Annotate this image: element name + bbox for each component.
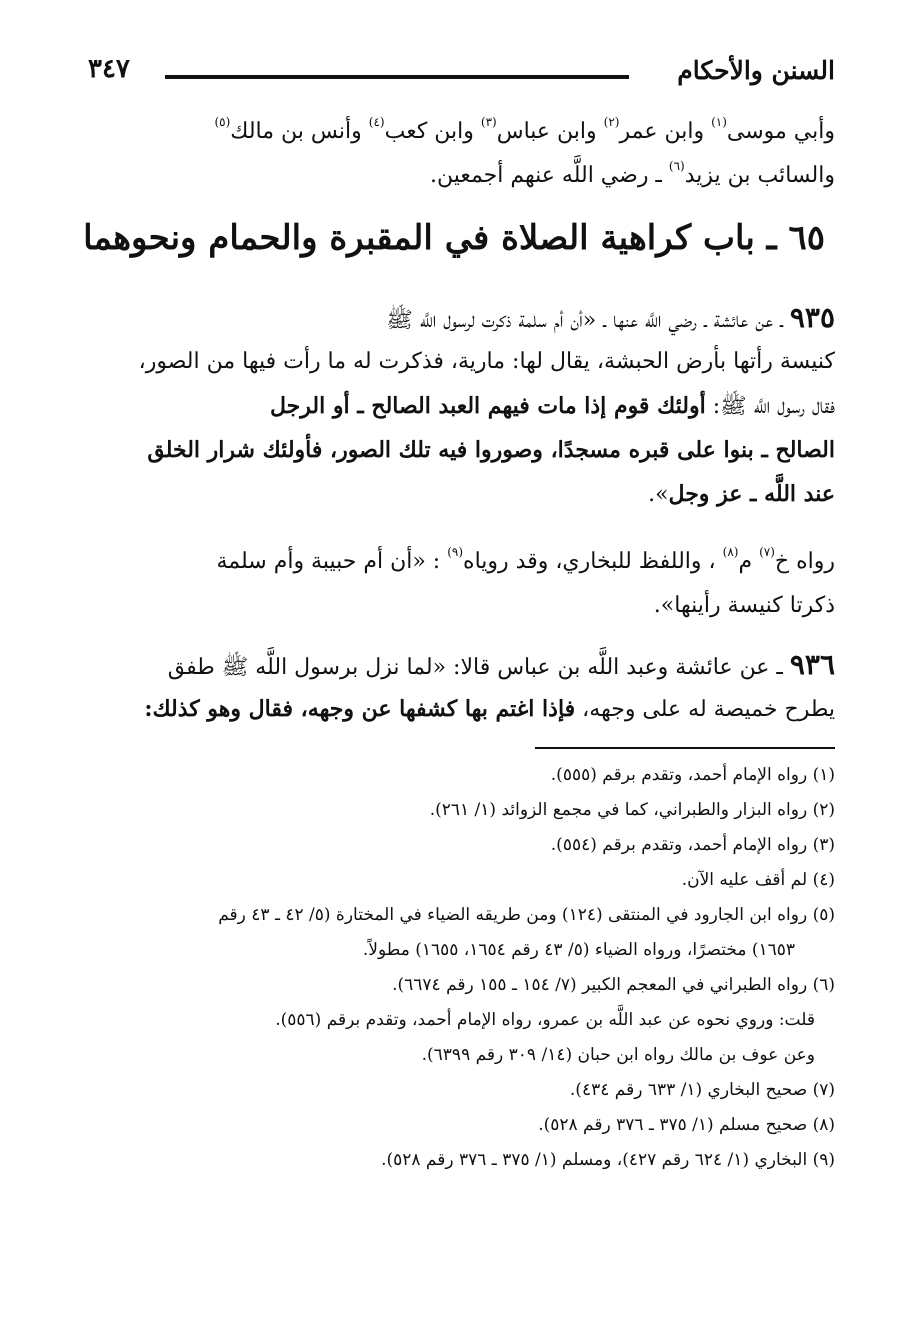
- footnote-ref[interactable]: (٤): [368, 115, 385, 129]
- footnote: (٦) رواه الطبراني في المعجم الكبير (٧/ ١٥٤ ـ ١٥٥ رقم ٦٦٧٤).: [392, 975, 835, 995]
- footnote-ref[interactable]: (٥): [214, 115, 231, 129]
- hadith-number: ٩٣٥: [789, 301, 835, 334]
- text-line: ٩٣٦ ـ عن عائشة وعبد اللَّه بن عباس قالا: «لما نزل برسول اللَّه ﷺ طفق: [167, 648, 835, 681]
- page-number: ٣٤٧: [88, 54, 130, 84]
- footnote-ref[interactable]: (٦): [668, 159, 685, 173]
- text-line: ذكرتا كنيسة رأينها».: [653, 593, 835, 618]
- text-line: وأبي موسى$^{(١)}$ وابن عمر$^{(٢)}$ وابن عباس$^{(٣)}$ وابن كعب$^{(٤)}$ وأنس بن مالك$^{(٥)}$: [214, 115, 835, 144]
- footnote: (١) رواه الإمام أحمد، وتقدم برقم (٥٥٥).: [550, 765, 835, 785]
- footnote-ref[interactable]: (١): [711, 115, 727, 129]
- footnote-ref[interactable]: (٩): [447, 545, 464, 559]
- hadith-935: [80, 296, 835, 516]
- running-title: السنن والأحكام: [677, 56, 835, 85]
- text-line: رواه خ$^{(٧)}$ م$^{(٨)}$ ، واللفظ للبخاري، وقد روياه$^{(٩)}$ : «أن أم حبيبة وأم سلمة: [216, 545, 835, 574]
- narration-paragraph: [80, 540, 835, 628]
- text-line: يطرح خميصة له على وجهه، فإذا اغتم بها كشفها عن وجهه، فقال وهو كذلك:: [144, 696, 835, 722]
- footnote: (٢) رواه البزار والطبراني، كما في مجمع الزوائد (١/ ٢٦١).: [429, 800, 835, 820]
- footnote-separator: [535, 747, 835, 749]
- footnote: (٤) لم أقف عليه الآن.: [681, 870, 835, 890]
- footnote-ref[interactable]: (٣): [480, 115, 497, 129]
- text-line: ٩٣٥ ـ عن عائشة ـ رضي اللَّه عنها ـ «أن أم سلمة ذكرت لرسول اللَّه ﷺ: [386, 301, 835, 334]
- text-line: عند اللَّه ـ عز وجل».: [648, 481, 835, 507]
- footnote-comment: قلت: وروي نحوه عن عبد اللَّه بن عمرو، رواه الإمام أحمد، وتقدم برقم (٥٥٦).: [275, 1010, 815, 1030]
- footnote: (٥) رواه ابن الجارود في المنتقى (١٢٤) ومن طريقه الضياء في المختارة (٥/ ٤٢ ـ ٤٣ رقم: [218, 905, 835, 925]
- footnote-comment: وعن عوف بن مالك رواه ابن حبان (١٤/ ٣٠٩ رقم ٦٣٩٩).: [421, 1045, 815, 1065]
- footnote-continuation: ١٦٥٣) مختصرًا، ورواه الضياء (٥/ ٤٣ رقم ١٦٥٤، ١٦٥٥) مطولاً.: [362, 940, 795, 960]
- footnote: (٩) البخاري (١/ ٦٢٤ رقم ٤٢٧)، ومسلم (١/ ٣٧٥ ـ ٣٧٦ رقم ٥٢٨).: [381, 1150, 835, 1170]
- hadith-number: ٩٣٦: [789, 648, 835, 681]
- footnote-ref[interactable]: (٢): [603, 115, 620, 129]
- text-line: الصالح ـ بنوا على قبره مسجدًا، وصوروا فيه تلك الصور، فأولئك شرار الخلق: [147, 437, 835, 463]
- chapter-title: ٦٥ ـ باب كراهية الصلاة في المقبرة والحمام ونحوهما: [83, 218, 825, 258]
- header-rule: [165, 75, 629, 79]
- footnote: (٨) صحيح مسلم (١/ ٣٧٥ ـ ٣٧٦ رقم ٥٢٨).: [538, 1115, 835, 1135]
- footnote: (٣) رواه الإمام أحمد، وتقدم برقم (٥٥٤).: [550, 835, 835, 855]
- footnotes: [80, 758, 835, 1178]
- text-line: والسائب بن يزيد$^{(٦)}$ ـ رضي اللَّه عنهم أجمعين.: [429, 159, 835, 188]
- footnote-ref[interactable]: (٨): [722, 545, 739, 559]
- text-line: فقال رسول اللَّه ﷺ: أولئك قوم إذا مات فيهم العبد الصالح ـ أو الرجل: [270, 393, 835, 419]
- hadith-936: [80, 643, 835, 731]
- footnote: (٧) صحيح البخاري (١/ ٦٣٣ رقم ٤٣٤).: [569, 1080, 835, 1100]
- opening-paragraph: [80, 110, 835, 198]
- text-line: كنيسة رأتها بأرض الحبشة، يقال لها: مارية، فذكرت له ما رأت فيها من الصور،: [138, 349, 835, 374]
- footnote-ref[interactable]: (٧): [759, 545, 775, 559]
